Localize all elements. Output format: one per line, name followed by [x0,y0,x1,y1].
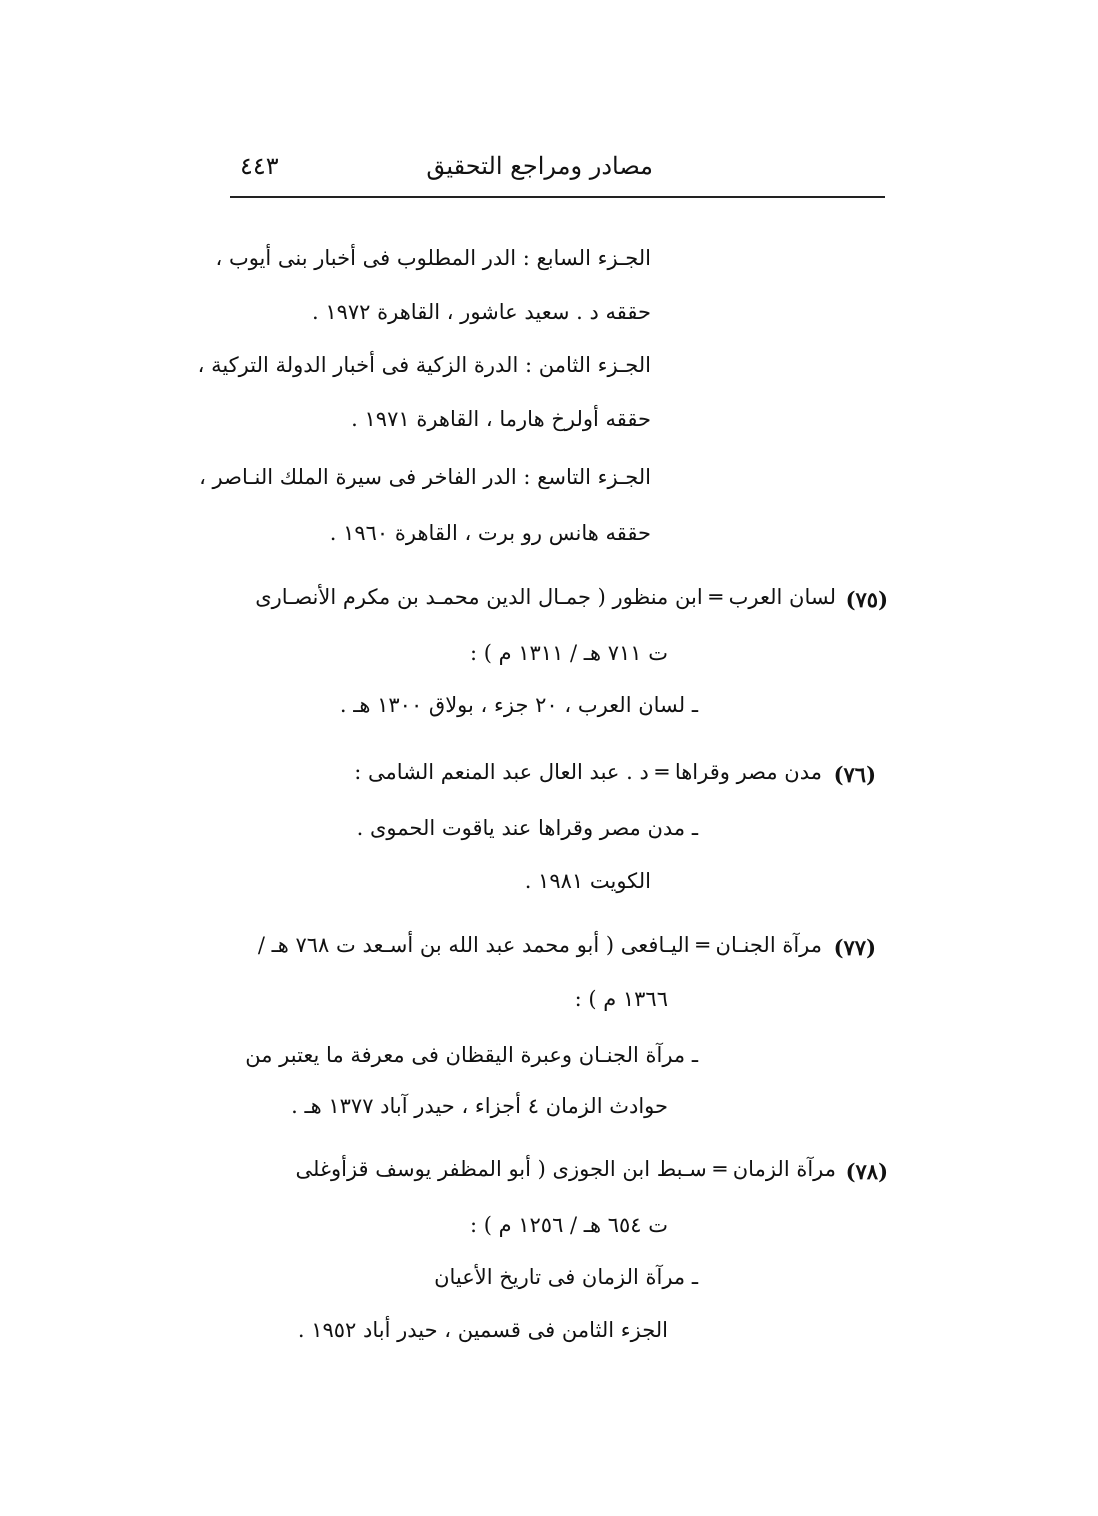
entry-number: (٧٧) [833,935,876,960]
text-line: ت ٧١١ هـ / ١٣١١ م ) : [469,641,668,665]
text-line: الجزء الثامن فى قسمين ، حيدر أباد ١٩٥٢ . [297,1318,668,1342]
text-line: حققه أولرخ هارما ، القاهرة ١٩٧١ . [351,407,651,431]
entry-number: (٧٨) [845,1159,888,1184]
text-line: الجـزء التاسع : الدر الفاخر فى سيرة الملك النـاصر ، [199,465,651,489]
text-line: الكويت ١٩٨١ . [524,869,651,893]
entry-heading: مدن مصر وقراها ═ د . عبد العال عبد المنعم الشامى : [354,760,822,784]
text-line: ١٣٦٦ م ) : [574,987,668,1011]
text-line: حققه د . سعيد عاشور ، القاهرة ١٩٧٢ . [311,300,651,324]
entry-heading: لسان العرب ═ ابن منظور ( جمـال الدين محمـد بن مكرم الأنصـارى [255,585,836,609]
entry-number: (٧٥) [845,587,888,612]
entry-heading: مرآة الزمان ═ سـبط ابن الجوزى ( أبو المظفر يوسف قزأوغلى [295,1157,836,1181]
text-line: ـ مرآة الزمان فى تاريخ الأعيان [434,1265,698,1289]
entry-heading: مرآة الجنـان ═ اليـافعى ( أبو محمد عبد الله بن أسـعد ت ٧٦٨ هـ / [257,933,822,957]
header-rule [230,196,885,198]
text-line: ت ٦٥٤ هـ / ١٢٥٦ م ) : [469,1213,668,1237]
text-line: ـ مرآة الجنـان وعبرة اليقظان فى معرفة ما يعتبر من [245,1043,698,1067]
text-line: ـ لسان العرب ، ٢٠ جزء ، بولاق ١٣٠٠ هـ . [339,693,698,717]
text-line: ـ مدن مصر وقراها عند ياقوت الحموى . [356,816,698,840]
running-header-title: مصادر ومراجع التحقيق [426,152,653,180]
text-line: حوادث الزمان ٤ أجزاء ، حيدر آباد ١٣٧٧ هـ . [291,1094,668,1118]
text-line: الجـزء الثامن : الدرة الزكية فى أخبار الدولة التركية ، [197,353,651,377]
entry-number: (٧٦) [833,762,876,787]
text-line: الجـزء السابع : الدر المطلوب فى أخبار بنى أيوب ، [215,246,651,270]
text-line: حققه هانس رو برت ، القاهرة ١٩٦٠ . [329,521,651,545]
page-number: ٤٤٣ [240,152,279,180]
